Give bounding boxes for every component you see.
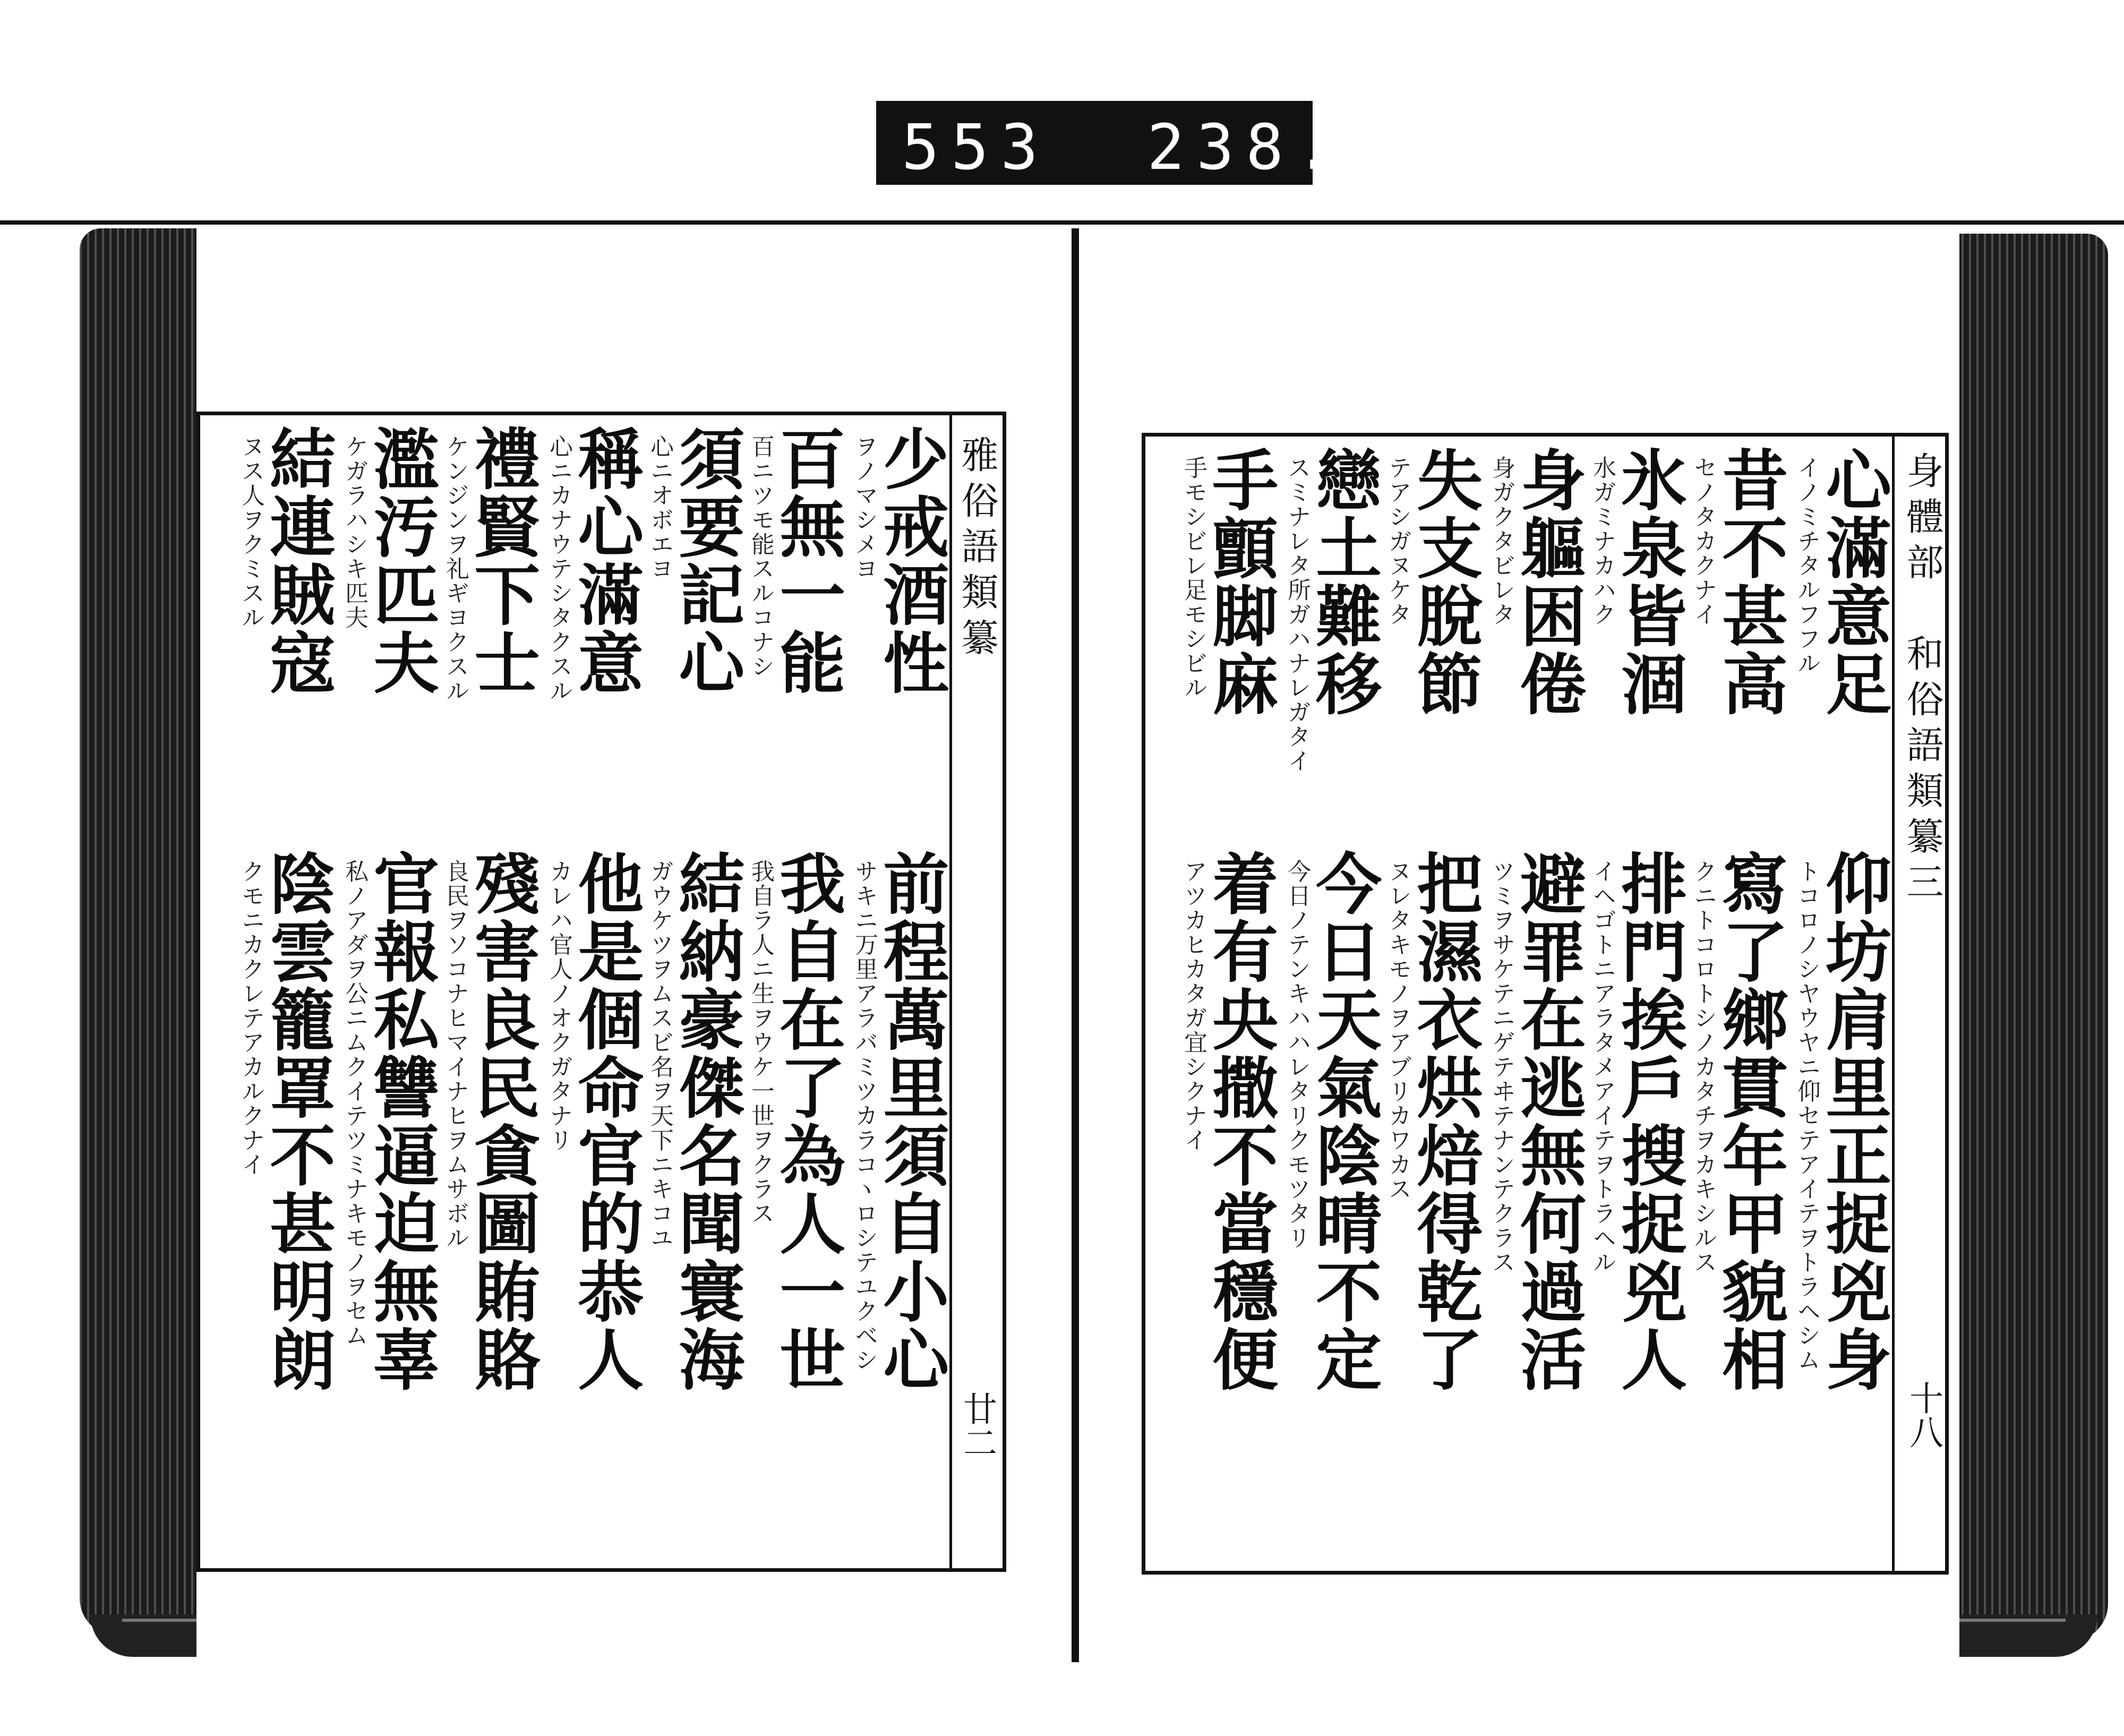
entry-gloss: 今日ノテンキハハレタリクモツタリ (1283, 859, 1311, 1250)
left-folio: 廿二 (957, 1391, 997, 1459)
entry-gloss: ヲノマシメヨ (851, 434, 878, 581)
entry-text: 禮賢下士 (463, 425, 541, 697)
entry-gloss: カレハ官人ノオクガタナリ (545, 859, 572, 1152)
entry (851, 850, 949, 1393)
entry (237, 425, 336, 697)
entry (1283, 446, 1382, 773)
entry (341, 425, 440, 697)
entry (442, 850, 541, 1393)
entry-text: 稱心滿意 (567, 425, 644, 697)
plate-left-number: 553 (902, 110, 1050, 184)
entry-gloss: テアシガヌケタ (1384, 456, 1411, 627)
entry-gloss: 私ノアダヲ公ニムクイテツミナキモノヲセム (341, 859, 368, 1348)
entry (1589, 850, 1688, 1393)
entry-text: 仰坊肩里正捉兇身 (1814, 850, 1892, 1393)
entry-gloss: 手モシビレ足モシビル (1180, 456, 1207, 700)
entry (341, 850, 440, 1393)
left-header-title: 雅俗語類纂 (955, 435, 999, 664)
entry (1488, 446, 1587, 718)
entry (851, 425, 949, 697)
entry (646, 850, 745, 1393)
entry-text: 排門挨戶搜捉兇人 (1610, 850, 1688, 1393)
entry (545, 425, 644, 703)
entry (1690, 446, 1788, 718)
entry (545, 850, 644, 1393)
right-header-separator (1892, 433, 1895, 1575)
entry-text: 他是個命官的恭人 (567, 850, 644, 1393)
entry-text: 着有央撒不當穩便 (1201, 850, 1279, 1393)
entry (1180, 446, 1279, 718)
entry (1488, 850, 1587, 1393)
entry (1384, 446, 1483, 718)
entry-text: 陰雲籠罩不甚明朗 (259, 850, 336, 1393)
entry-text: 結納豪傑名聞寰海 (667, 850, 745, 1393)
entry-gloss: ヌレタキモノヲアブリカワカス (1384, 859, 1411, 1201)
entry-gloss: アツカヒカタガ宜シクナイ (1180, 859, 1207, 1152)
entry-gloss: イヘゴトニアラタメアイテヲトラヘル (1589, 859, 1616, 1275)
entry (747, 425, 846, 697)
entry (442, 425, 541, 703)
entry-gloss: ツミヲサケテニゲテヰテナンテクラス (1488, 859, 1515, 1275)
entry-text: 須要記心 (667, 425, 745, 697)
entry-gloss: 百ニツモ能スルコナシ (747, 434, 774, 679)
entry-text: 寫了鄉貫年甲貌相 (1711, 850, 1788, 1393)
entry (1793, 850, 1892, 1393)
entry-text: 官報私讐逼迫無辜 (362, 850, 440, 1393)
right-folio: 十八 (1904, 1381, 1943, 1449)
entry-gloss: イノミチタルフフル (1793, 456, 1820, 675)
entry-text: 戀土難移 (1305, 446, 1382, 718)
entry-gloss: サキニ万里アラバミツカラコヽロシテユクベシ (851, 859, 878, 1372)
entry (237, 850, 336, 1393)
entry-gloss: トコロノシヤウヤニ仰セテアイテヲトラヘシム (1793, 859, 1820, 1372)
entry-gloss: 心ニカナウテシタクスル (545, 434, 572, 703)
entry (1793, 446, 1892, 718)
left-upper-entries (223, 425, 949, 828)
entry-text: 身軀困倦 (1509, 446, 1587, 718)
right-upper-entries (1168, 446, 1892, 850)
entry-gloss: クモニカクレテアカルクナイ (237, 859, 264, 1177)
entry (1690, 850, 1788, 1393)
left-lower-entries (223, 850, 949, 1556)
entry-gloss: ヌス人ヲクミスル (237, 434, 264, 630)
right-book-edge (1954, 234, 2108, 1641)
entry-text: 濫汚匹夫 (362, 425, 440, 697)
entry (646, 425, 745, 697)
entry-text: 殘害良民貪圖賄賂 (463, 850, 541, 1393)
entry-text: 我自在了為人一世 (768, 850, 846, 1393)
entry (1589, 446, 1688, 718)
top-rule (0, 220, 2124, 225)
entry (1283, 850, 1382, 1393)
entry-text: 避罪在逃無何過活 (1509, 850, 1587, 1393)
entry (1384, 850, 1483, 1393)
entry-text: 少戒酒性 (872, 425, 949, 697)
entry-gloss: ケンジンヲ礼ギヨクスル (442, 434, 469, 703)
entry-text: 今日天氣陰晴不定 (1305, 850, 1382, 1393)
entry-gloss: 身ガクタビレタ (1488, 456, 1515, 627)
entry-gloss: 水ガミナカハク (1589, 456, 1616, 627)
right-lower-entries (1168, 850, 1892, 1556)
plate-right-number: 238. (1147, 110, 1345, 184)
entry-gloss: ガウケツヲムスビ名ヲ天下ニキコユ (646, 859, 673, 1250)
entry-gloss: 心ニオボエヨ (646, 434, 673, 581)
entry-text: 把濕衣烘焙得乾了 (1406, 850, 1483, 1393)
entry-gloss: スミナレタ所ガハナレガタイ (1283, 456, 1311, 773)
right-header-title: 身體部 和俗語類纂三 (1900, 451, 1944, 908)
entry-text: 失支脫節 (1406, 446, 1483, 718)
entry (1180, 850, 1279, 1393)
entry-gloss: セノタカクナイ (1690, 456, 1717, 627)
left-book-edge (80, 228, 202, 1636)
entry-text: 昔不甚高 (1711, 446, 1788, 718)
book-gutter (1072, 228, 1079, 1662)
entry-text: 結連賊寇 (259, 425, 336, 697)
entry-gloss: 良民ヲソコナヒマイナヒヲムサボル (442, 859, 469, 1250)
entry-gloss: ケガラハシキ匹夫 (341, 434, 368, 630)
entry-text: 手顫脚麻 (1201, 446, 1279, 718)
entry-text: 氷泉皆涸 (1610, 446, 1688, 718)
entry-text: 百無一能 (768, 425, 846, 697)
entry-gloss: 我自ラ人ニ生ヲウケ一世ヲクラス (747, 859, 774, 1226)
entry-gloss: クニトコロトシノカタチヲカキシルス (1690, 859, 1717, 1275)
left-header-separator (949, 412, 952, 1572)
entry (747, 850, 846, 1393)
entry-text: 心滿意足 (1814, 446, 1892, 718)
archive-number-plate (876, 101, 1345, 185)
entry-text: 前程萬里須自小心 (872, 850, 949, 1393)
